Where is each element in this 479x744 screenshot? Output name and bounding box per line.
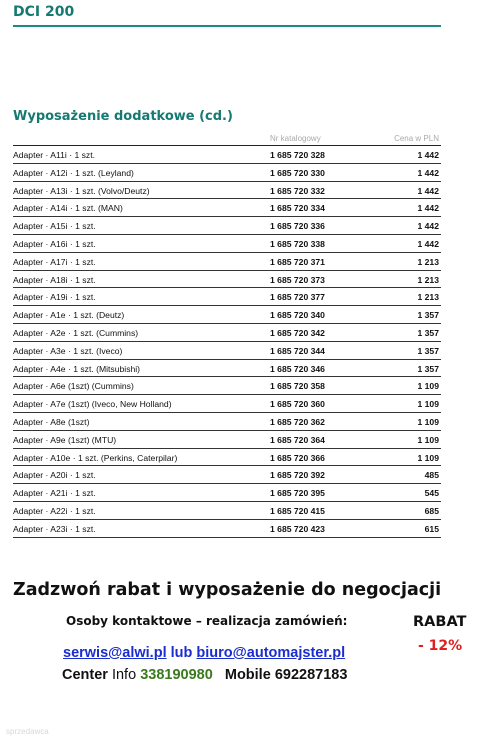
catalog-number: 1 685 720 362 bbox=[270, 416, 325, 427]
price: 1 109 bbox=[417, 452, 439, 463]
table-row bbox=[13, 164, 441, 182]
table-row bbox=[13, 431, 441, 449]
page-title: DCI 200 bbox=[13, 4, 75, 20]
info-phone-number[interactable]: 338190980 bbox=[140, 667, 213, 683]
price: 1 109 bbox=[417, 399, 439, 410]
catalog-number: 1 685 720 360 bbox=[270, 399, 325, 410]
product-name: Adapter · A20i · 1 szt. bbox=[13, 470, 96, 481]
catalog-number: 1 685 720 366 bbox=[270, 452, 325, 463]
price: 1 357 bbox=[417, 310, 439, 321]
price: 1 109 bbox=[417, 381, 439, 392]
price: 1 442 bbox=[417, 203, 439, 214]
info-label: Info bbox=[107, 667, 141, 683]
table-row bbox=[13, 235, 441, 253]
price: 1 357 bbox=[417, 327, 439, 338]
email-separator: lub bbox=[166, 645, 197, 661]
price: 1 357 bbox=[417, 363, 439, 374]
catalog-number: 1 685 720 377 bbox=[270, 292, 325, 303]
table-row bbox=[13, 342, 441, 360]
table-row bbox=[13, 449, 441, 467]
email-link-serwis[interactable]: serwis@alwi.pl bbox=[63, 645, 167, 661]
promo-headline: Zadzwoń rabat i wyposażenie do negocjacji bbox=[13, 580, 442, 600]
table-row bbox=[13, 466, 441, 484]
mobile-label: Mobile bbox=[224, 667, 275, 683]
product-name: Adapter · A8e (1szt) bbox=[13, 416, 90, 427]
catalog-number: 1 685 720 344 bbox=[270, 345, 325, 356]
catalog-number: 1 685 720 371 bbox=[270, 256, 325, 267]
catalog-number: 1 685 720 395 bbox=[270, 488, 325, 499]
product-name: Adapter · A13i · 1 szt. (Volvo/Deutz) bbox=[13, 185, 150, 196]
catalog-number: 1 685 720 346 bbox=[270, 363, 325, 374]
mobile-phone-number[interactable]: 692287183 bbox=[274, 667, 348, 683]
product-name: Adapter · A22i · 1 szt. bbox=[13, 505, 96, 516]
product-name: Adapter · A15i · 1 szt. bbox=[13, 221, 96, 232]
table-row bbox=[13, 217, 441, 235]
contacts-title: Osoby kontaktowe – realizacja zamówień: bbox=[66, 614, 348, 628]
product-name: Adapter · A7e (1szt) (Iveco, New Holland) bbox=[13, 399, 172, 410]
catalog-number: 1 685 720 392 bbox=[270, 470, 325, 481]
table-row bbox=[13, 324, 441, 342]
product-name: Adapter · A3e · 1 szt. (Iveco) bbox=[13, 345, 123, 356]
catalog-number: 1 685 720 330 bbox=[270, 167, 325, 178]
price: 1 109 bbox=[417, 434, 439, 445]
price: 615 bbox=[424, 523, 439, 534]
watermark: sprzedawca bbox=[6, 727, 49, 736]
product-name: Adapter · A6e (1szt) (Cummins) bbox=[13, 381, 134, 392]
table-row bbox=[13, 271, 441, 289]
product-name: Adapter · A18i · 1 szt. bbox=[13, 274, 96, 285]
catalog-number: 1 685 720 373 bbox=[270, 274, 325, 285]
table-row bbox=[13, 146, 441, 164]
catalog-number: 1 685 720 332 bbox=[270, 185, 325, 196]
section-title: Wyposażenie dodatkowe (cd.) bbox=[13, 109, 233, 124]
price: 1 357 bbox=[417, 345, 439, 356]
price: 1 442 bbox=[417, 238, 439, 249]
product-name: Adapter · A4e · 1 szt. (Mitsubishi) bbox=[13, 363, 141, 374]
catalog-number: 1 685 720 336 bbox=[270, 221, 325, 232]
product-name: Adapter · A17i · 1 szt. bbox=[13, 256, 96, 267]
table-row bbox=[13, 288, 441, 306]
product-name: Adapter · A11i · 1 szt. bbox=[13, 150, 95, 160]
catalog-number: 1 685 720 423 bbox=[270, 523, 325, 534]
header-divider bbox=[13, 25, 441, 27]
product-name: Adapter · A10e · 1 szt. (Perkins, Caterpilar) bbox=[13, 452, 178, 463]
price: 1 442 bbox=[417, 221, 439, 232]
catalog-number: 1 685 720 358 bbox=[270, 381, 325, 392]
catalog-number: 1 685 720 328 bbox=[270, 150, 325, 160]
price: 1 213 bbox=[417, 256, 439, 267]
catalog-number: 1 685 720 364 bbox=[270, 434, 325, 445]
column-header-catalog: Nr katalogowy bbox=[270, 134, 321, 143]
price: 1 213 bbox=[417, 274, 439, 285]
column-header-price: Cena w PLN bbox=[394, 134, 439, 143]
product-name: Adapter · A1e · 1 szt. (Deutz) bbox=[13, 310, 125, 321]
table-row bbox=[13, 377, 441, 395]
table-row bbox=[13, 520, 441, 538]
table-row bbox=[13, 502, 441, 520]
email-line bbox=[63, 645, 345, 661]
catalog-number: 1 685 720 340 bbox=[270, 310, 325, 321]
table-row bbox=[13, 253, 441, 271]
table-row bbox=[13, 199, 441, 217]
discount-label: RABAT bbox=[413, 614, 467, 630]
product-name: Adapter · A23i · 1 szt. bbox=[13, 523, 96, 534]
center-label: Center bbox=[62, 667, 108, 683]
product-name: Adapter · A2e · 1 szt. (Cummins) bbox=[13, 327, 139, 338]
table-row bbox=[13, 360, 441, 378]
phone-line bbox=[62, 667, 347, 683]
price: 1 213 bbox=[417, 292, 439, 303]
table-row bbox=[13, 182, 441, 200]
product-name: Adapter · A12i · 1 szt. (Leyland) bbox=[13, 167, 134, 178]
price: 545 bbox=[424, 488, 439, 499]
price: 1 442 bbox=[417, 150, 439, 160]
product-name: Adapter · A14i · 1 szt. (MAN) bbox=[13, 203, 123, 214]
product-name: Adapter · A19i · 1 szt. bbox=[13, 292, 96, 303]
catalog-number: 1 685 720 342 bbox=[270, 327, 325, 338]
table-row bbox=[13, 395, 441, 413]
price-table bbox=[13, 145, 441, 538]
discount-value: - 12% bbox=[418, 638, 463, 654]
table-row bbox=[13, 484, 441, 502]
product-name: Adapter · A16i · 1 szt. bbox=[13, 238, 96, 249]
catalog-number: 1 685 720 334 bbox=[270, 203, 325, 214]
price: 1 109 bbox=[417, 416, 439, 427]
table-row bbox=[13, 306, 441, 324]
catalog-number: 1 685 720 338 bbox=[270, 238, 325, 249]
price: 1 442 bbox=[417, 185, 439, 196]
product-name: Adapter · A21i · 1 szt. bbox=[13, 488, 96, 499]
catalog-number: 1 685 720 415 bbox=[270, 505, 325, 516]
product-name: Adapter · A9e (1szt) (MTU) bbox=[13, 434, 117, 445]
email-link-biuro[interactable]: biuro@automajster.pl bbox=[196, 645, 346, 661]
price: 685 bbox=[424, 505, 439, 516]
price: 1 442 bbox=[417, 167, 439, 178]
table-row bbox=[13, 413, 441, 431]
price: 485 bbox=[424, 470, 439, 481]
